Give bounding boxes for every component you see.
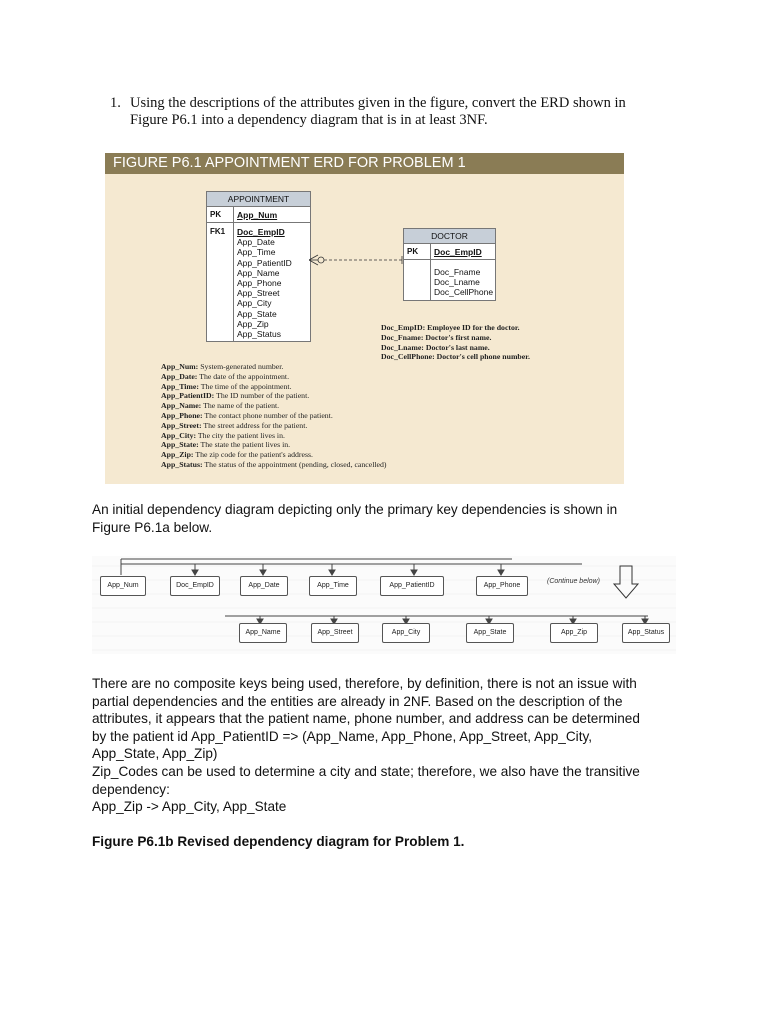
appointment-desc-line: App_Date: The date of the appointment. xyxy=(161,371,290,381)
doctor-attr: Doc_CellPhone xyxy=(434,287,494,298)
appointment-desc-line: App_State: The state the patient lives in. xyxy=(161,440,291,450)
question-text: Using the descriptions of the attributes given in the figure, convert the ERD shown in Figure P6.1 into a dependency diagram that is in at least 3NF. xyxy=(130,95,626,128)
appointment-pk-attr: App_Num xyxy=(237,210,278,220)
appointment-desc-line: App_City: The city the patient lives in. xyxy=(161,430,285,440)
erd-figure xyxy=(105,153,624,484)
appointment-attr: App_Name xyxy=(237,267,280,278)
appointment-attr: App_Street xyxy=(237,288,280,299)
doctor-pk-attr: Doc_EmpID xyxy=(434,247,482,257)
attribute-box: App_Phone xyxy=(476,576,528,596)
attribute-box: App_Date xyxy=(240,576,288,596)
appointment-attr: App_Date xyxy=(237,237,275,248)
doctor-desc-line: Doc_Lname: Doctor's last name. xyxy=(381,342,490,352)
attribute-box: App_Status xyxy=(622,623,670,643)
appointment-desc-line: App_PatientID: The ID number of the patient. xyxy=(161,391,310,401)
appointment-attr: App_State xyxy=(237,308,277,319)
doctor-pk-row xyxy=(404,244,495,260)
figure-title: FIGURE P6.1 APPOINTMENT ERD FOR PROBLEM 1 xyxy=(105,153,624,174)
continue-note: (Continue below) xyxy=(547,578,600,585)
appointment-attr: App_Time xyxy=(237,247,276,258)
appointment-pk-label: PK xyxy=(210,210,222,219)
appointment-desc-line: App_Zip: The zip code for the patient's address. xyxy=(161,450,313,460)
attribute-box: App_State xyxy=(466,623,514,643)
doctor-attrs-row xyxy=(404,260,495,300)
appointment-attr: App_Status xyxy=(237,329,281,340)
appointment-fk-label: FK1 xyxy=(210,227,226,236)
appointment-pk-row xyxy=(207,207,310,223)
attribute-box: App_Name xyxy=(239,623,287,643)
appointment-desc-line: App_Name: The name of the patient. xyxy=(161,401,280,411)
dependency-diagram xyxy=(92,556,676,654)
question-number: 1. xyxy=(110,95,121,111)
appointment-entity xyxy=(206,191,311,342)
appointment-desc-line: App_Status: The status of the appointment (pending, closed, cancelled) xyxy=(161,459,387,469)
attribute-box: Doc_EmpID xyxy=(170,576,220,596)
attribute-box: App_City xyxy=(382,623,430,643)
appointment-attr: App_PatientID xyxy=(237,257,292,268)
doctor-pk-label: PK xyxy=(407,247,419,256)
appointment-descriptions xyxy=(161,362,387,470)
doctor-desc-line: Doc_CellPhone: Doctor's cell phone number. xyxy=(381,352,530,362)
appointment-desc-line: App_Num: System-generated number. xyxy=(161,362,284,371)
attribute-box: App_Time xyxy=(309,576,357,596)
intro-paragraph: An initial dependency diagram depicting only the primary key dependencies is shown in Figure P6.1a below. xyxy=(92,502,618,535)
doctor-desc-line: Doc_Fname: Doctor's first name. xyxy=(381,332,492,342)
doctor-desc-line: Doc_EmpID: Employee ID for the doctor. xyxy=(381,323,520,332)
appointment-desc-line: App_Phone: The contact phone number of the patient. xyxy=(161,410,333,420)
doctor-descriptions xyxy=(381,323,530,362)
doctor-attr: Doc_Fname xyxy=(434,267,481,277)
appointment-attr: App_Phone xyxy=(237,278,282,289)
appointment-desc-line: App_Street: The street address for the patient. xyxy=(161,420,308,430)
attribute-box: App_Street xyxy=(311,623,359,643)
figure-caption: Figure P6.1b Revised dependency diagram for Problem 1. xyxy=(92,834,465,849)
attribute-box: App_Zip xyxy=(550,623,598,643)
doctor-entity xyxy=(403,228,496,301)
body-paragraph: There are no composite keys being used, therefore, by definition, there is not an issue with partial dependencies and the entities are already in 2NF. Based on the description of the attributes, it appears that the patient name, phone number, and address can be determined by the patient id App_PatientID => (App_Name, App_Phone, App_Street, App_City, App_State, App_Zip) Zip_Codes can be used to determine a city and state; therefore, we also have the transitive dependency: App_Zip -> App_City, App_State xyxy=(92,676,640,815)
appointment-attr: App_Zip xyxy=(237,318,269,329)
attribute-box: App_Num xyxy=(100,576,146,596)
appointment-desc-line: App_Time: The time of the appointment. xyxy=(161,381,292,391)
appointment-attr: Doc_EmpID xyxy=(237,227,285,237)
attribute-box: App_PatientID xyxy=(380,576,444,596)
doctor-entity-name: DOCTOR xyxy=(404,229,495,244)
appointment-entity-name: APPOINTMENT xyxy=(207,192,310,207)
relationship-line xyxy=(309,253,409,267)
doctor-attr: Doc_Lname xyxy=(434,277,480,288)
appointment-attrs-row xyxy=(207,223,310,341)
appointment-attr: App_City xyxy=(237,298,272,309)
